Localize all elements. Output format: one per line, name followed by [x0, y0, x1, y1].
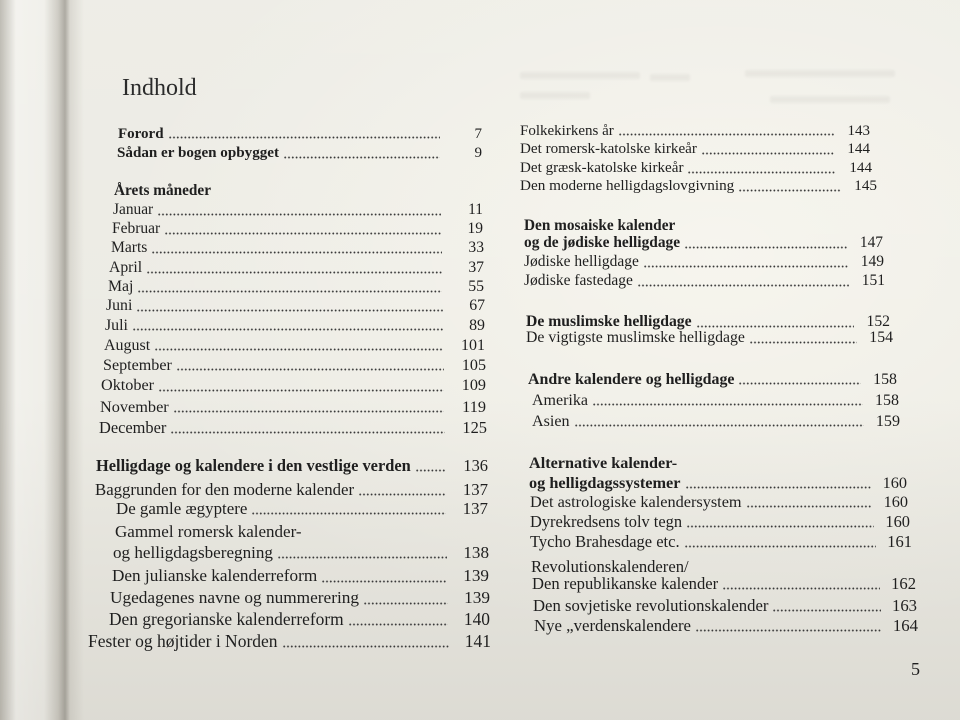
toc-entry-title: Den sovjetiske revolutionskalender — [533, 596, 769, 615]
toc-entry-page: 11 — [468, 201, 483, 218]
toc-entry-page: 137 — [462, 480, 488, 499]
dot-leader — [593, 403, 863, 406]
dot-leader — [750, 341, 857, 344]
toc-entry-title: Jødiske helligdage — [524, 253, 639, 270]
page-number: 5 — [911, 659, 920, 679]
toc-entry-title: Den gregorianske kalenderreform — [109, 609, 344, 629]
toc-entry-title: De vigtigste muslimske helligdage — [526, 329, 745, 346]
dot-leader — [696, 629, 882, 632]
page-title: Indhold — [122, 75, 197, 101]
toc-entry — [524, 253, 884, 272]
toc-entry-title: Marts — [111, 239, 148, 256]
toc-entry-page: 144 — [849, 160, 872, 176]
toc-entry — [520, 140, 870, 158]
toc-entry-page: 160 — [882, 473, 907, 492]
toc-entry-page: 163 — [891, 596, 917, 615]
toc-heading-title: Den mosaiske kalender — [524, 217, 676, 234]
toc-heading-title: Årets måneder — [114, 182, 211, 199]
toc-entry-page: 125 — [462, 418, 487, 437]
toc-entry — [532, 391, 899, 410]
toc-entry-title: og de jødiske helligdage — [524, 234, 681, 251]
toc-entry-title: Asien — [532, 413, 570, 430]
toc-entry-page: 158 — [873, 371, 897, 388]
toc-entry-title: De muslimske helligdage — [526, 313, 692, 330]
dot-leader — [687, 525, 874, 528]
dot-leader — [697, 325, 854, 328]
toc-entry-title: September — [103, 357, 172, 374]
toc-entry — [533, 596, 917, 616]
dot-leader — [575, 424, 864, 427]
dot-leader — [644, 265, 848, 268]
toc-entry — [524, 272, 885, 291]
toc-entry-title: April — [109, 259, 143, 276]
toc-entry-title: Helligdage og kalendere i den vestlige verden — [96, 456, 411, 475]
toc-entry — [529, 473, 907, 493]
toc-entry — [520, 122, 870, 140]
dot-leader — [638, 284, 849, 287]
toc-entry-page: 145 — [854, 177, 877, 194]
toc-entry-page: 151 — [861, 272, 885, 289]
toc-entry-page: 55 — [468, 278, 484, 295]
toc-entry-page: 162 — [891, 574, 916, 593]
toc-entry-title: og helligdagsberegning — [113, 543, 273, 562]
toc-section-heading — [529, 454, 677, 473]
toc-entry-page: 149 — [860, 253, 884, 270]
toc-heading-title: Alternative kalender- — [529, 454, 678, 472]
toc-entry-title: Det astrologiske kalendersystem — [530, 492, 742, 511]
toc-entry-page: 140 — [463, 609, 490, 629]
toc-entry-title: Sådan er bogen opbygget — [117, 145, 280, 161]
toc-entry-title: December — [99, 418, 167, 437]
toc-entry-title: Juli — [105, 317, 128, 334]
toc-section-heading — [524, 217, 675, 235]
toc-entry — [520, 177, 877, 195]
toc-entry-title: Gammel romersk kalender- — [115, 522, 302, 541]
toc-entry-title: Baggrunden for den moderne kalender — [95, 480, 355, 499]
dot-leader — [619, 133, 834, 136]
toc-entry — [530, 512, 910, 532]
toc-entry-title: De gamle ægyptere — [116, 499, 248, 518]
toc-entry-title: Folkekirkens år — [520, 123, 614, 139]
toc-entry-page: 7 — [474, 126, 482, 142]
toc-entry-page: 89 — [469, 317, 485, 334]
toc-entry-page: 119 — [462, 397, 486, 416]
toc-entry-page: 160 — [883, 492, 908, 511]
toc-entry-title: November — [100, 397, 169, 416]
toc-entry-page: 138 — [463, 543, 489, 562]
toc-entry — [528, 370, 897, 389]
toc-entry-title: Tycho Brahesdage etc. — [530, 532, 680, 551]
toc-entry-page: 141 — [464, 631, 491, 651]
toc-entry-page: 136 — [463, 456, 488, 475]
dot-leader — [688, 171, 836, 174]
toc-entry-page: 33 — [468, 239, 484, 256]
toc-entry-title: Forord — [118, 126, 164, 142]
toc-entry-title: Dyrekredsens tolv tegn — [530, 512, 683, 531]
toc-entry-page: 158 — [875, 392, 899, 409]
dot-leader — [685, 545, 876, 548]
dot-leader — [739, 382, 861, 385]
toc-entry-title: Den julianske kalenderreform — [112, 566, 318, 585]
dot-leader — [739, 189, 841, 192]
toc-entry-page: 159 — [875, 413, 900, 430]
toc-entry-page: 105 — [461, 357, 486, 374]
toc-entry-title: Fester og højtider i Norden — [88, 631, 278, 651]
toc-entry-page: 143 — [847, 123, 870, 139]
toc-entry-page: 139 — [463, 566, 489, 585]
toc-entry-title: Januar — [113, 201, 154, 218]
toc-entry — [524, 234, 883, 252]
toc-entry-page: 139 — [464, 588, 490, 607]
toc-entry-title: Ugedagenes navne og nummerering — [110, 588, 360, 607]
dot-leader — [686, 486, 872, 489]
toc-entry-title: Nye „verdenskalendere — [534, 616, 692, 635]
toc-entry-page: 67 — [469, 297, 485, 314]
toc-entry-page: 109 — [461, 376, 486, 394]
toc-entry-title: og helligdagssystemer — [529, 473, 681, 492]
toc-entry-title: Revolutionskalenderen/ — [531, 557, 689, 576]
dot-leader — [747, 505, 872, 508]
toc-entry-title: Det græsk-katolske kirkeår — [520, 160, 684, 176]
toc-entry-page: 9 — [474, 145, 482, 161]
toc-entry-page: 164 — [892, 616, 918, 635]
toc-entry-page: 101 — [461, 337, 485, 354]
toc-entry — [532, 412, 900, 431]
toc-entry-title: Andre kalendere og helligdage — [528, 371, 735, 388]
dot-leader — [723, 587, 880, 590]
toc-entry-title: Amerika — [532, 392, 588, 409]
toc-entry — [526, 329, 893, 348]
toc-entry-page: 161 — [887, 532, 912, 551]
toc-entry-title: Det romersk-katolske kirkeår — [520, 141, 697, 157]
toc-entry — [534, 616, 918, 636]
toc-entry-title: Den republikanske kalender — [532, 574, 719, 593]
toc-entry-title: August — [104, 337, 151, 354]
toc-entry-page: 154 — [869, 329, 893, 346]
toc-entry-title: Oktober — [101, 376, 155, 394]
toc-entry-title: Juni — [106, 297, 133, 314]
toc-entry-page: 37 — [468, 259, 484, 276]
toc-entry — [530, 532, 912, 552]
dot-leader — [685, 246, 847, 249]
dot-leader — [702, 152, 834, 155]
toc-entry — [532, 574, 916, 594]
toc-entry-title: Maj — [108, 278, 134, 295]
toc-entry-page: 152 — [866, 313, 890, 330]
toc-entry-page: 160 — [885, 512, 910, 531]
toc-entry — [520, 159, 872, 177]
toc-entry — [530, 492, 908, 512]
dot-leader — [773, 609, 881, 612]
toc-entry-page: 137 — [462, 499, 488, 518]
toc-entry-page: 147 — [859, 234, 883, 251]
toc-entry-page: 144 — [847, 141, 870, 157]
toc-entry-page: 19 — [467, 220, 483, 237]
toc-entry-title: Februar — [112, 220, 161, 237]
toc-entry-title: Jødiske fastedage — [524, 272, 633, 289]
toc-entry-title: Den moderne helligdagslovgivning — [520, 177, 735, 194]
